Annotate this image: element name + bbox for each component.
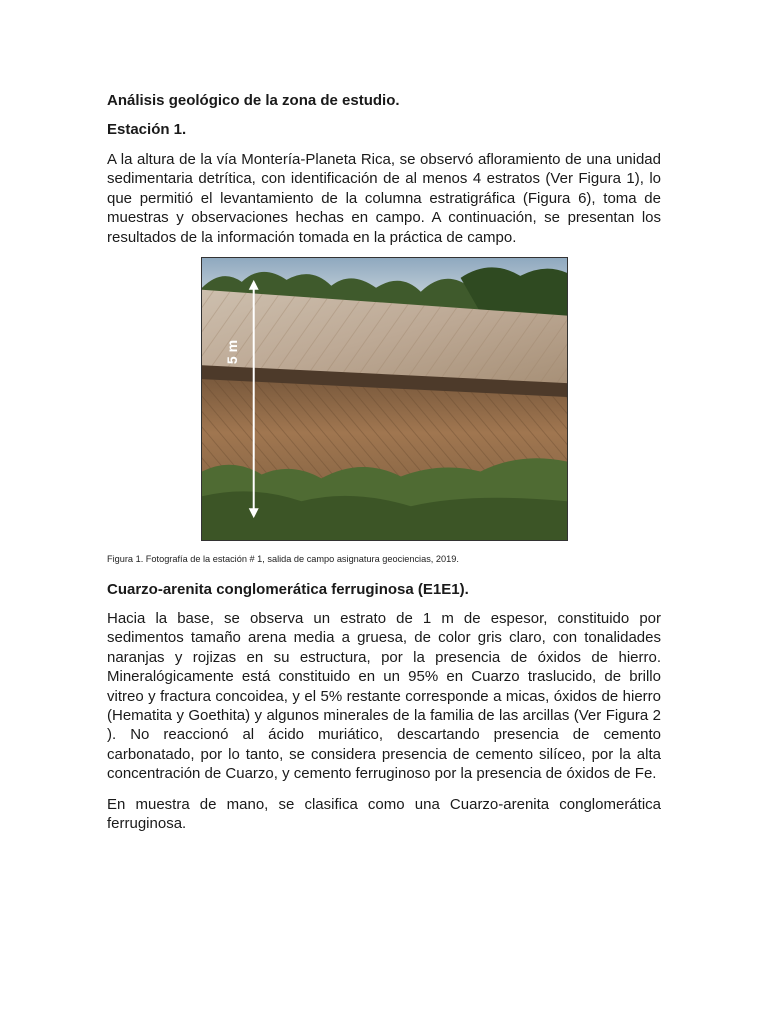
document-title: Análisis geológico de la zona de estudio.	[107, 92, 400, 109]
figure-caption: Figura 1. Fotografía de la estación # 1, salida de campo asignatura geociencias, 2019.	[107, 554, 459, 564]
station-heading: Estación 1.	[107, 121, 187, 138]
outcrop-photo-illustration	[202, 258, 567, 540]
outcrop-photo	[201, 257, 568, 541]
classification-paragraph: En muestra de mano, se clasifica como una Cuarzo-arenita conglomerática ferruginosa.	[107, 796, 661, 833]
description-paragraph: Hacia la base, se observa un estrato de 1 m de espesor, constituido por sedimentos tamaño arena media a gruesa, de color gris claro, con tonalidades naranjas y rojizas en su estructura, por la presencia de óxidos de hierro. Mineralógicamente está constituido en un 95% en Cuarzo traslucido, de brillo vitreo y fractura concoidea, y el 5% restante corresponde a micas, óxidos de hierro (Hematita y Goethita) y algunos minerales de la familia de las arcillas (Ver Figura 2 ). No reaccionó al ácido muriático, descartando presencia de cemento carbonatado, por lo tanto, se considera presencia de cemento silíceo, por la alta concentración de Cuarzo, y cemento ferruginoso por la presencia de óxidos de Fe.	[107, 610, 661, 783]
section-heading: Cuarzo-arenita conglomerática ferruginosa (E1E1).	[107, 581, 469, 598]
intro-paragraph: A la altura de la vía Montería-Planeta Rica, se observó afloramiento de una unidad sedimentaria detrítica, con identificación de al menos 4 estratos (Ver Figura 1), lo que permitió el levantamiento de la columna estratigráfica (Figura 6), toma de muestras y observaciones hechas en campo. A continuación, se presentan los resultados de la información tomada en la práctica de campo.	[107, 151, 661, 246]
scale-label: 5 m	[224, 339, 241, 365]
